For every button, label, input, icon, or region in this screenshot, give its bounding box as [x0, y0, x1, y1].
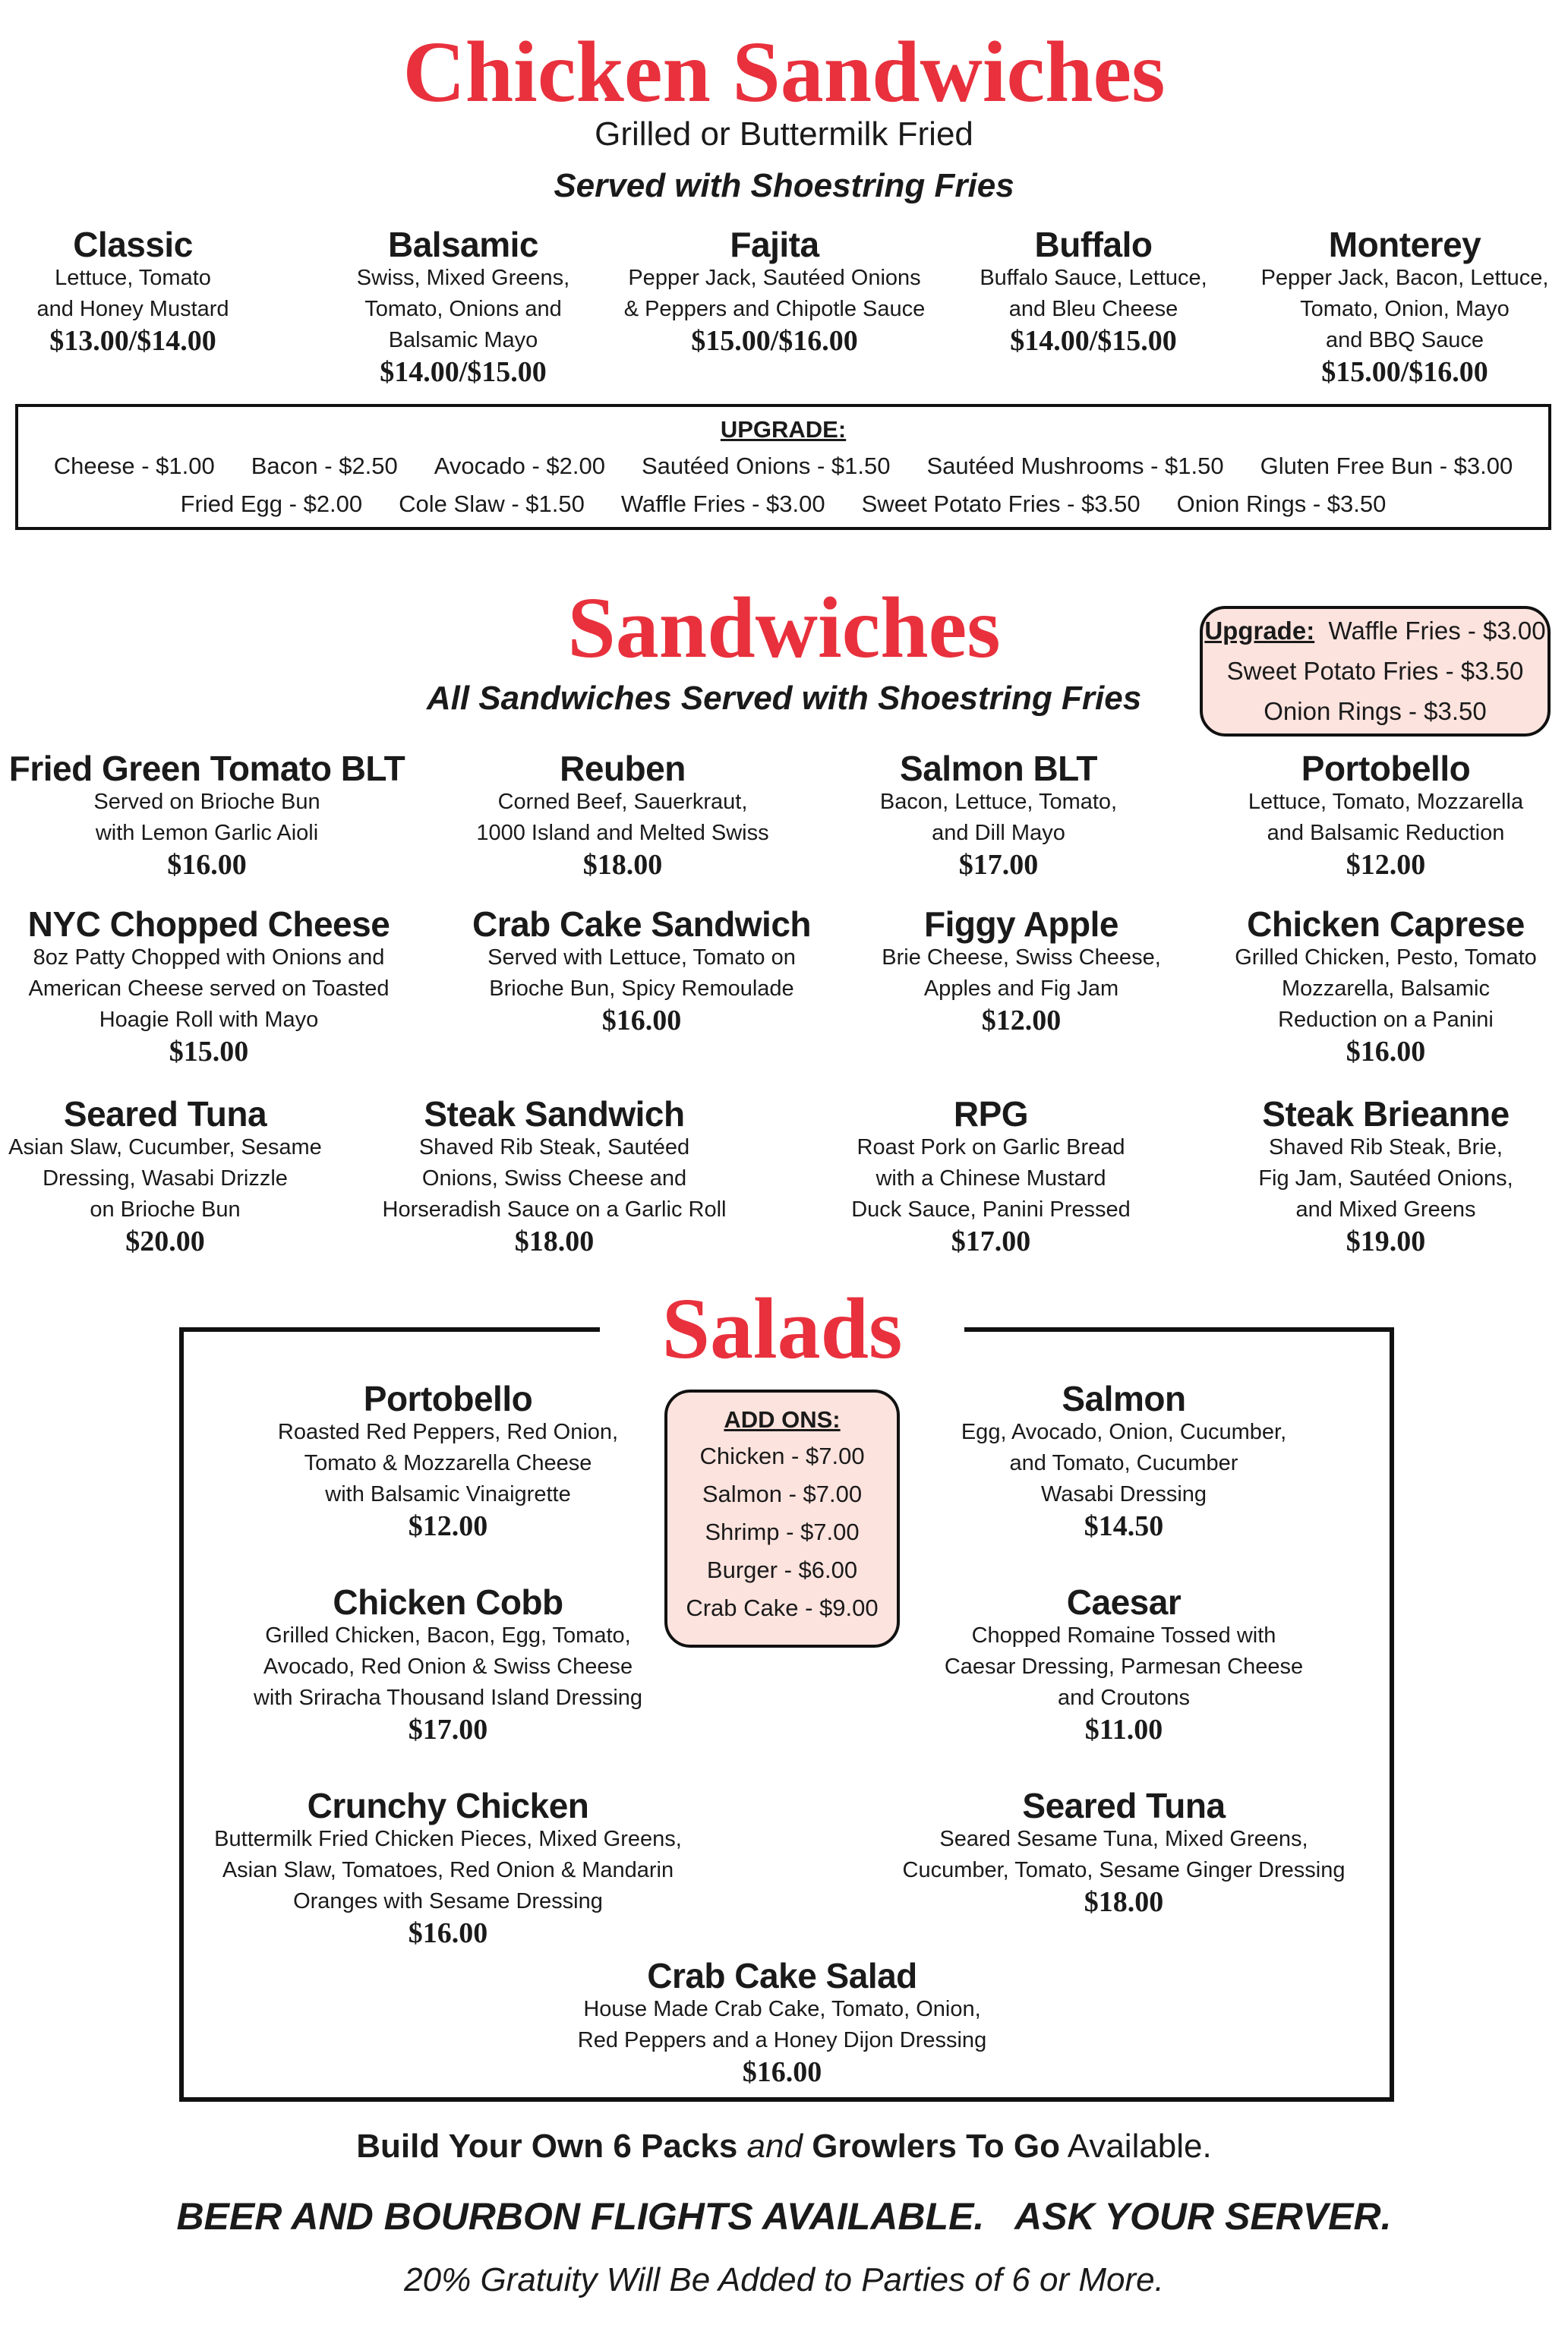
item-description: Tomato, Onion, Mayo — [1300, 297, 1510, 322]
item-description: Grilled Chicken, Bacon, Egg, Tomato, — [265, 1623, 631, 1648]
item-description: with Lemon Garlic Aioli — [95, 821, 319, 846]
upgrade-option: Onion Rings - $3.50 — [1264, 697, 1487, 725]
item-name: RPG — [953, 1094, 1029, 1134]
addon-option: Crab Cake - $9.00 — [686, 1595, 879, 1621]
upgrade-option: Cole Slaw - $1.50 — [399, 491, 585, 517]
addon-option: Salmon - $7.00 — [702, 1481, 863, 1507]
menu-item — [843, 906, 1200, 1036]
menu-item — [0, 226, 266, 357]
item-description: Balsamic Mayo — [388, 328, 538, 353]
menu-item — [220, 1584, 676, 1746]
item-price: $16.00 — [1346, 1036, 1426, 1068]
item-description: Roast Pork on Garlic Bread — [857, 1135, 1125, 1160]
upgrade-option: Waffle Fries - $3.00 — [1328, 617, 1546, 645]
upgrade-option: Onion Rings - $3.50 — [1176, 491, 1387, 517]
upgrade-option: Gluten Free Bun - $3.00 — [1260, 453, 1513, 479]
chicken-upgrade-box — [15, 404, 1551, 530]
item-description: Duck Sauce, Panini Pressed — [851, 1197, 1131, 1222]
item-description: Buffalo Sauce, Lettuce, — [980, 266, 1207, 291]
item-name: Monterey — [1328, 225, 1481, 264]
item-price: $15.00/$16.00 — [1321, 356, 1488, 389]
menu-item — [1207, 1096, 1564, 1257]
upgrade-row — [18, 453, 1548, 480]
item-description: Shaved Rib Steak, Sautéed — [418, 1135, 690, 1160]
item-name: NYC Chopped Cheese — [27, 904, 390, 944]
chicken-served-note: Served with Shoestring Fries — [554, 167, 1014, 204]
item-description: Pepper Jack, Sautéed Onions — [628, 266, 921, 291]
addons-label: ADD ONS: — [724, 1406, 841, 1433]
item-price: $18.00 — [582, 849, 663, 882]
upgrade-option: Avocado - $2.00 — [434, 453, 605, 479]
item-description: and Bleu Cheese — [1008, 297, 1178, 322]
item-name: Seared Tuna — [1022, 1786, 1226, 1825]
item-description: and Balsamic Reduction — [1267, 821, 1505, 846]
to-go-part: Available. — [1067, 2128, 1212, 2165]
addon-option: Burger - $6.00 — [706, 1557, 858, 1583]
item-price: $20.00 — [125, 1226, 205, 1258]
item-price: $12.00 — [1346, 849, 1426, 882]
item-name: Fried Green Tomato BLT — [8, 749, 405, 788]
item-description: Swiss, Mixed Greens, — [356, 266, 570, 291]
item-name: Fajita — [730, 225, 819, 264]
upgrade-option: Cheese - $1.00 — [53, 453, 215, 479]
sandwiches-served-note: All Sandwiches Served with Shoestring Fries — [426, 680, 1142, 717]
item-description: Brioche Bun, Spicy Remoulade — [489, 976, 794, 1002]
item-description: Pepper Jack, Bacon, Lettuce, — [1260, 266, 1549, 291]
item-description: and Mixed Greens — [1295, 1197, 1476, 1222]
item-description: Served with Lettuce, Tomato on — [487, 945, 796, 970]
item-price: $16.00 — [408, 1917, 488, 1950]
sandwich-upgrade-box — [1200, 606, 1551, 737]
to-go-part: Growlers To Go — [812, 2128, 1060, 2165]
item-name: Chicken Cobb — [333, 1582, 563, 1622]
item-description: Tomato & Mozzarella Cheese — [304, 1451, 592, 1476]
item-description: Avocado, Red Onion & Swiss Cheese — [263, 1655, 633, 1680]
item-price: $18.00 — [514, 1226, 595, 1258]
item-description: Cucumber, Tomato, Sesame Ginger Dressing — [902, 1858, 1346, 1883]
menu-item — [220, 1380, 676, 1542]
item-description: Roasted Red Peppers, Red Onion, — [277, 1420, 619, 1445]
item-name: Figgy Apple — [923, 904, 1118, 944]
item-description: Onions, Swiss Cheese and — [421, 1166, 687, 1191]
menu-item — [190, 1787, 706, 1949]
item-description: and BBQ Sauce — [1326, 328, 1484, 353]
item-description: Chopped Romaine Tossed with — [971, 1623, 1276, 1648]
item-description: Wasabi Dressing — [1040, 1482, 1207, 1507]
item-description: Corned Beef, Sauerkraut, — [497, 790, 748, 815]
item-price: $14.00/$15.00 — [380, 356, 547, 389]
item-description: Seared Sesame Tuna, Mixed Greens, — [939, 1827, 1308, 1852]
item-description: Lettuce, Tomato — [55, 266, 211, 291]
addon-option: Chicken - $7.00 — [699, 1443, 865, 1469]
chicken-subtitle: Grilled or Buttermilk Fried — [595, 115, 973, 153]
menu-item — [364, 1096, 744, 1257]
item-description: Dressing, Wasabi Drizzle — [43, 1166, 288, 1191]
item-description: and Dill Mayo — [932, 821, 1065, 846]
menu-item — [1207, 750, 1564, 881]
item-price: $16.00 — [167, 849, 247, 882]
item-description: with Balsamic Vinaigrette — [325, 1482, 571, 1507]
item-description: and Croutons — [1057, 1686, 1191, 1711]
upgrade-option: Sautéed Mushrooms - $1.50 — [926, 453, 1224, 479]
item-price: $12.00 — [408, 1510, 488, 1543]
item-description: Red Peppers and a Honey Dijon Dressing — [577, 2028, 987, 2053]
item-description: House Made Crab Cake, Tomato, Onion, — [583, 1997, 981, 2022]
item-name: Chicken Caprese — [1247, 904, 1525, 944]
item-description: Apples and Fig Jam — [923, 976, 1119, 1002]
item-name: Crab Cake Sandwich — [472, 904, 812, 944]
menu-item — [425, 750, 820, 881]
flights-note: BEER AND BOURBON FLIGHTS AVAILABLE. ASK YOUR SERVER. — [176, 2195, 1392, 2238]
item-price: $17.00 — [951, 1226, 1031, 1258]
item-price: $16.00 — [601, 1005, 682, 1037]
item-name: Salmon BLT — [900, 749, 1097, 788]
item-description: Oranges with Sesame Dressing — [293, 1889, 603, 1914]
menu-item — [820, 1096, 1162, 1257]
menu-item — [524, 1957, 1040, 2088]
menu-item — [311, 226, 615, 388]
item-name: Portobello — [1301, 749, 1471, 788]
upgrade-option: Sweet Potato Fries - $3.50 — [1226, 657, 1524, 685]
item-description: 1000 Island and Melted Swiss — [476, 821, 769, 846]
item-name: Classic — [73, 225, 193, 264]
menu-item — [1245, 226, 1564, 388]
item-description: 8oz Patty Chopped with Onions and — [33, 945, 385, 970]
to-go-note — [0, 2128, 1568, 2166]
item-description: Lettuce, Tomato, Mozzarella — [1248, 790, 1524, 815]
item-price: $15.00 — [169, 1036, 249, 1068]
item-description: Fig Jam, Sautéed Onions, — [1258, 1166, 1513, 1191]
item-name: Balsamic — [387, 225, 538, 264]
item-name: Portobello — [363, 1379, 533, 1418]
upgrade-option: Sweet Potato Fries - $3.50 — [861, 491, 1141, 517]
upgrade-label: Upgrade: — [1204, 617, 1315, 645]
item-price: $18.00 — [1084, 1886, 1164, 1919]
item-price: $12.00 — [981, 1005, 1062, 1037]
item-description: on Brioche Bun — [90, 1197, 241, 1222]
item-price: $15.00/$16.00 — [691, 325, 858, 358]
item-description: Asian Slaw, Tomatoes, Red Onion & Mandarin — [222, 1858, 674, 1883]
menu-item — [866, 1787, 1382, 1918]
upgrade-option: Sautéed Onions - $1.50 — [642, 453, 891, 479]
menu-item — [615, 226, 934, 357]
addons-box — [664, 1390, 900, 1648]
item-name: Steak Sandwich — [424, 1094, 685, 1134]
salads-title: Salads — [661, 1280, 903, 1377]
item-price: $14.00/$15.00 — [1010, 325, 1177, 358]
item-name: Reuben — [560, 749, 686, 788]
item-description: and Tomato, Cucumber — [1009, 1451, 1238, 1476]
item-description: Shaved Rib Steak, Brie, — [1269, 1135, 1503, 1160]
item-description: Served on Brioche Bun — [93, 790, 320, 815]
item-description: & Peppers and Chipotle Sauce — [623, 297, 926, 322]
item-price: $11.00 — [1084, 1714, 1163, 1746]
upgrade-label: UPGRADE: — [720, 416, 847, 443]
item-description: American Cheese served on Toasted — [28, 976, 390, 1002]
addon-option: Shrimp - $7.00 — [705, 1519, 860, 1545]
menu-item — [0, 906, 418, 1068]
item-name: Buffalo — [1034, 225, 1153, 264]
menu-item — [820, 750, 1177, 881]
item-description: Brie Cheese, Swiss Cheese, — [882, 945, 1161, 970]
item-description: Hoagie Roll with Mayo — [99, 1008, 319, 1033]
item-name: Salmon — [1062, 1379, 1186, 1418]
item-description: Tomato, Onions and — [364, 297, 562, 322]
menu-item — [942, 226, 1245, 357]
item-name: Crunchy Chicken — [307, 1786, 589, 1825]
item-description: Asian Slaw, Cucumber, Sesame — [8, 1135, 322, 1160]
item-description: Caesar Dressing, Parmesan Cheese — [944, 1655, 1304, 1680]
sandwiches-title: Sandwiches — [567, 579, 1001, 676]
chicken-sandwiches-title: Chicken Sandwiches — [402, 24, 1166, 120]
item-description: Reduction on a Panini — [1278, 1008, 1494, 1033]
item-price: $14.50 — [1084, 1510, 1164, 1543]
menu-item — [896, 1380, 1352, 1542]
item-description: Grilled Chicken, Pesto, Tomato — [1235, 945, 1537, 970]
item-description: Mozzarella, Balsamic — [1282, 976, 1490, 1002]
item-price: $17.00 — [958, 849, 1039, 882]
menu-item — [1207, 906, 1564, 1068]
item-name: Seared Tuna — [63, 1094, 267, 1134]
upgrade-option: Waffle Fries - $3.00 — [620, 491, 825, 517]
item-name: Crab Cake Salad — [647, 1956, 917, 1995]
menu-item — [896, 1584, 1352, 1746]
menu-item — [0, 1096, 330, 1257]
menu-item — [437, 906, 847, 1036]
item-description: Buttermilk Fried Chicken Pieces, Mixed Greens, — [214, 1827, 682, 1852]
to-go-part: Build Your Own 6 Packs — [356, 2128, 738, 2165]
upgrade-option: Bacon - $2.50 — [251, 453, 398, 479]
item-description: Horseradish Sauce on a Garlic Roll — [382, 1197, 727, 1222]
item-description: with Sriracha Thousand Island Dressing — [253, 1686, 643, 1711]
upgrade-row — [18, 491, 1548, 518]
item-name: Caesar — [1066, 1582, 1182, 1622]
item-price: $13.00/$14.00 — [49, 325, 216, 358]
item-description: Egg, Avocado, Onion, Cucumber, — [961, 1420, 1287, 1445]
gratuity-note: 20% Gratuity Will Be Added to Parties of 6 or More. — [404, 2261, 1164, 2298]
item-price: $17.00 — [408, 1714, 488, 1746]
menu-item — [8, 750, 406, 881]
item-price: $19.00 — [1346, 1226, 1426, 1258]
item-name: Steak Brieanne — [1262, 1094, 1510, 1134]
item-description: with a Chinese Mustard — [875, 1166, 1106, 1191]
upgrade-option: Fried Egg - $2.00 — [180, 491, 363, 517]
to-go-part: and — [746, 2128, 803, 2165]
item-price: $16.00 — [742, 2056, 822, 2089]
item-description: Bacon, Lettuce, Tomato, — [879, 790, 1118, 815]
upgrade-line — [1203, 617, 1547, 645]
item-description: and Honey Mustard — [36, 297, 229, 322]
